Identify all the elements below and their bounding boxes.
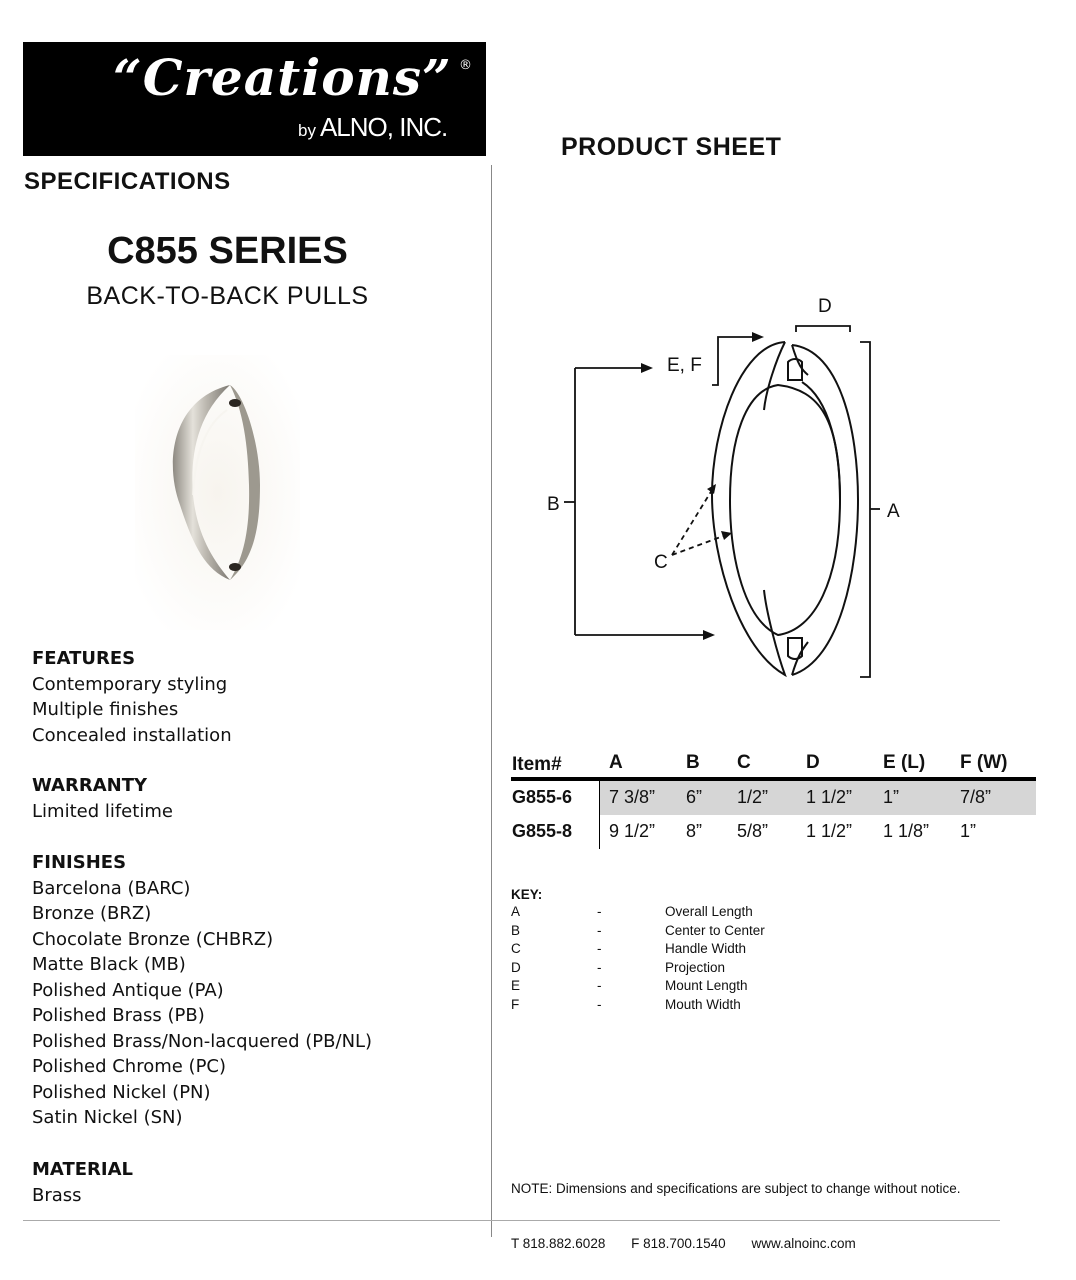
col-header-b: B (686, 752, 700, 773)
cell-e: 1” (883, 787, 900, 807)
table-column-separator (599, 781, 600, 849)
key-dash: - (597, 941, 602, 956)
footer-divider (23, 1220, 1000, 1221)
key-description: Projection (665, 959, 726, 975)
fax-number: F 818.700.1540 (631, 1236, 726, 1251)
key-row (511, 923, 911, 942)
vertical-divider (491, 165, 492, 1237)
finish-item: Matte Black (MB) (32, 954, 186, 975)
key-description: Center to Center (665, 922, 765, 938)
key-description: Mount Length (665, 978, 748, 993)
warranty-section (32, 773, 173, 824)
key-row (511, 941, 911, 960)
key-letter: B (511, 922, 521, 938)
finish-item: Polished Brass/Non-lacquered (PB/NL) (32, 1030, 373, 1052)
col-header-e: E (L) (883, 752, 926, 773)
label-d: D (818, 296, 832, 317)
finish-item: Polished Brass (PB) (32, 1005, 205, 1026)
contact-footer (511, 1236, 878, 1251)
cell-f: 7/8” (960, 787, 992, 807)
warranty-heading: WARRANTY (32, 775, 148, 796)
website-link[interactable]: www.alnoinc.com (751, 1236, 856, 1251)
logo-subtitle (298, 112, 447, 143)
finish-item: Barcelona (BARC) (32, 877, 191, 899)
label-c: C (654, 552, 668, 573)
specifications-heading: SPECIFICATIONS (24, 168, 231, 195)
key-row (511, 978, 911, 997)
series-subtitle: BACK-TO-BACK PULLS (86, 282, 369, 310)
phone-number: T 818.882.6028 (511, 1236, 606, 1251)
cell-a: 7 3/8” (609, 787, 656, 807)
key-letter: A (511, 904, 521, 919)
col-header-item: Item# (512, 754, 562, 775)
col-header-c: C (737, 752, 751, 773)
cell-b: 6” (686, 787, 703, 807)
col-header-d: D (806, 752, 820, 773)
key-description: Handle Width (665, 941, 747, 956)
table-row (511, 815, 1036, 849)
key-dash: - (597, 904, 602, 919)
logo-by: by (298, 121, 316, 140)
key-row (511, 997, 911, 1016)
dimension-key (511, 887, 911, 1015)
feature-item: Contemporary styling (32, 673, 228, 695)
label-ef: E, F (667, 355, 702, 376)
finishes-heading: FINISHES (32, 852, 127, 873)
cell-e: 1 1/8” (883, 821, 930, 841)
cell-d: 1 1/2” (806, 787, 853, 807)
feature-item: Concealed installation (32, 724, 232, 746)
features-heading: FEATURES (32, 648, 136, 669)
finish-item: Satin Nickel (SN) (32, 1107, 183, 1128)
dimension-diagram (540, 290, 920, 690)
key-row (511, 960, 911, 979)
series-title: C855 SERIES (107, 230, 348, 272)
finish-item: Polished Nickel (PN) (32, 1081, 211, 1103)
label-a: A (887, 501, 900, 522)
key-heading: KEY: (511, 887, 543, 902)
material-heading: MATERIAL (32, 1159, 133, 1180)
label-b: B (547, 494, 560, 515)
product-photo (135, 355, 300, 630)
product-sheet-heading: PRODUCT SHEET (561, 133, 782, 161)
cell-d: 1 1/2” (806, 821, 853, 841)
finishes-section (32, 850, 372, 1131)
cell-c: 5/8” (737, 821, 769, 841)
finish-item: Chocolate Bronze (CHBRZ) (32, 928, 274, 950)
cell-c: 1/2” (737, 787, 769, 807)
logo-registered-mark: ® (459, 58, 472, 73)
logo-title: “Creations” (113, 48, 452, 107)
cell-b: 8” (686, 821, 703, 841)
cell-a: 9 1/2” (609, 821, 656, 841)
brand-logo (23, 42, 486, 156)
cell-item: G855-6 (512, 787, 573, 807)
key-letter: C (511, 941, 521, 956)
material-section (32, 1157, 133, 1208)
key-description: Overall Length (665, 904, 753, 919)
disclaimer-note: NOTE: Dimensions and specifications are subject to change without notice. (511, 1181, 961, 1196)
material-item: Brass (32, 1184, 82, 1206)
cell-f: 1” (960, 821, 977, 841)
key-dash: - (597, 978, 602, 993)
table-row (511, 781, 1036, 815)
feature-item: Multiple finishes (32, 699, 179, 720)
finish-item: Polished Antique (PA) (32, 979, 224, 1001)
key-letter: E (511, 978, 521, 993)
finish-item: Bronze (BRZ) (32, 903, 152, 924)
key-dash: - (597, 959, 602, 975)
key-dash: - (597, 996, 602, 1012)
handle-outline (712, 342, 785, 675)
col-header-f: F (W) (960, 752, 1008, 773)
features-section (32, 646, 232, 748)
key-description: Mouth Width (665, 996, 741, 1012)
key-letter: F (511, 996, 520, 1012)
warranty-item: Limited lifetime (32, 800, 173, 822)
finish-item: Polished Chrome (PC) (32, 1056, 227, 1077)
cell-item: G855-8 (512, 821, 573, 841)
col-header-a: A (609, 752, 623, 773)
logo-company: ALNO, INC. (319, 112, 448, 142)
key-letter: D (511, 959, 521, 975)
table-header (511, 750, 1036, 777)
key-row (511, 904, 911, 923)
key-dash: - (597, 922, 602, 938)
